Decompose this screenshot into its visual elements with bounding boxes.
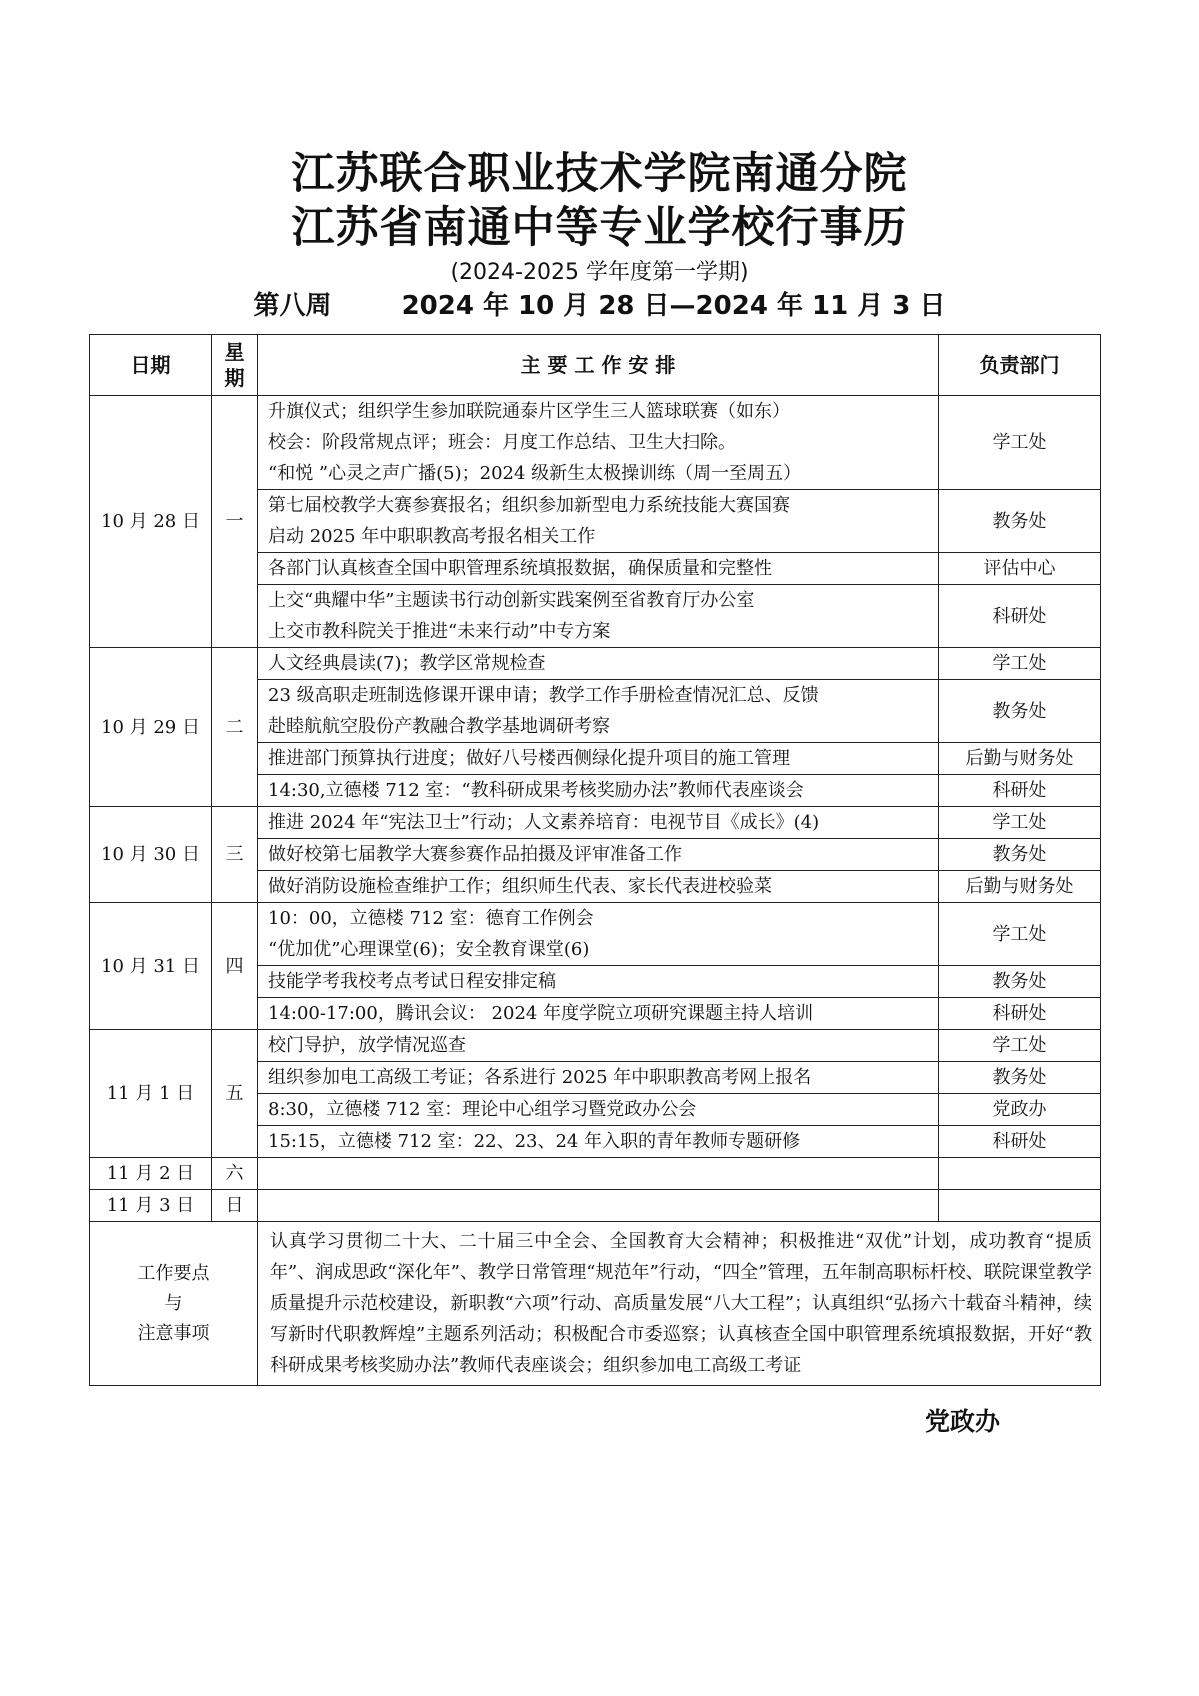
- dept-cell: 学工处: [939, 903, 1101, 966]
- dept-cell: 学工处: [939, 807, 1101, 839]
- dept-cell: 后勤与财务处: [939, 743, 1101, 775]
- header-weekday-text: 星期: [224, 340, 245, 390]
- task-line: 23 级高职走班制选修课开课申请；教学工作手册检查情况汇总、反馈: [268, 685, 819, 706]
- day-date: 11 月 3 日: [90, 1190, 212, 1222]
- task-cell: [258, 839, 939, 871]
- table-row: [90, 648, 1101, 680]
- task-cell: [258, 807, 939, 839]
- task-cell: [258, 1094, 939, 1126]
- task-line: “和悦 ”心灵之声广播(5)；2024 级新生太极操训练（周一至周五）: [268, 463, 802, 484]
- dept-cell: 党政办: [939, 1094, 1101, 1126]
- dept-cell: [939, 1190, 1101, 1222]
- task-line: 各部门认真核查全国中职管理系统填报数据，确保质量和完整性: [268, 558, 772, 579]
- task-cell: [258, 966, 939, 998]
- task-line: 赴睦航航空股份产教融合教学基地调研考察: [268, 716, 610, 737]
- day-date: 10 月 29 日: [90, 648, 212, 807]
- day-weekday: 二: [212, 648, 258, 807]
- task-cell: [258, 998, 939, 1030]
- table-header-row: [90, 335, 1101, 396]
- day-date: 10 月 28 日: [90, 396, 212, 648]
- dept-cell: 教务处: [939, 1062, 1101, 1094]
- task-line: 14:00-17:00，腾讯会议： 2024 年度学院立项研究课题主持人培训: [268, 1003, 814, 1024]
- dept-cell: 后勤与财务处: [939, 871, 1101, 903]
- dept-cell: [939, 1158, 1101, 1190]
- header-weekday: [212, 335, 258, 396]
- task-cell: [258, 1158, 939, 1190]
- dept-cell: 教务处: [939, 490, 1101, 553]
- notes-label: [90, 1222, 258, 1386]
- table-row: [90, 396, 1101, 490]
- task-line: [268, 1158, 932, 1189]
- task-cell: [258, 490, 939, 553]
- task-line: 推进 2024 年“宪法卫士”行动；人文素养培育：电视节目《成长》(4): [268, 812, 820, 833]
- task-line: 做好校第七届教学大赛参赛作品拍摄及评审准备工作: [268, 844, 682, 865]
- dept-cell: 科研处: [939, 775, 1101, 807]
- task-line: 校门导护，放学情况巡查: [268, 1035, 466, 1056]
- day-weekday: 日: [212, 1190, 258, 1222]
- task-line: 10：00，立德楼 712 室：德育工作例会: [268, 908, 594, 929]
- notes-label-line: 工作要点: [137, 1262, 210, 1284]
- day-date: 10 月 31 日: [90, 903, 212, 1030]
- page-title-calendar: 江苏省南通中等专业学校行事历: [291, 203, 908, 253]
- day-weekday: 三: [212, 807, 258, 903]
- task-line: 启动 2025 年中职职教高考报名相关工作: [268, 526, 596, 547]
- dept-cell: 评估中心: [939, 553, 1101, 585]
- task-line: 技能学考我校考点考试日程安排定稿: [268, 971, 556, 992]
- task-cell: [258, 680, 939, 743]
- task-cell: [258, 1062, 939, 1094]
- week-line: [0, 285, 1199, 322]
- dept-cell: 科研处: [939, 585, 1101, 648]
- semester-subtitle: (2024-2025 学年度第一学期): [450, 260, 749, 285]
- task-cell: [258, 585, 939, 648]
- notes-text: 认真学习贯彻二十大、二十届三中全会、全国教育大会精神；积极推进“双优”计划，成功教育“提质年”、润成思政“深化年”、教学日常管理“规范年”行动，“四全”管理，五年制高职标杆校、联院课堂教学质量提升示范校建设，新职教“六项”行动、高质量发展“八大工程”；认真组织“弘扬六十载奋斗精神，续写新时代职教辉煌”主题系列活动；积极配合市委巡察；认真核查全国中职管理系统填报数据，开好“教科研成果考核奖励办法”教师代表座谈会；组织参加电工高级工考证: [258, 1222, 1101, 1386]
- task-cell: [258, 553, 939, 585]
- task-line: 14:30,立德楼 712 室：“教科研成果考核奖励办法”教师代表座谈会: [268, 780, 804, 801]
- task-cell: [258, 775, 939, 807]
- schedule-body: [90, 396, 1101, 1386]
- day-date: 11 月 1 日: [90, 1030, 212, 1158]
- task-cell: [258, 648, 939, 680]
- task-line: 校会：阶段常规点评；班会：月度工作总结、卫生大扫除。: [268, 432, 736, 453]
- schedule-table: [89, 334, 1101, 1386]
- signature-office: 党政办: [925, 1407, 1001, 1436]
- dept-cell: 科研处: [939, 1126, 1101, 1158]
- task-cell: [258, 1030, 939, 1062]
- task-cell: [258, 1190, 939, 1222]
- task-line: 人文经典晨读(7)；教学区常规检查: [268, 653, 546, 674]
- notes-label-line: 与: [164, 1292, 183, 1314]
- task-line: 推进部门预算执行进度；做好八号楼西侧绿化提升项目的施工管理: [268, 748, 790, 769]
- day-date: 11 月 2 日: [90, 1158, 212, 1190]
- task-line: 第七届校教学大赛参赛报名；组织参加新型电力系统技能大赛国赛: [268, 495, 790, 516]
- week-range: 2024 年 10 月 28 日—2024 年 11 月 3 日: [401, 291, 946, 321]
- header-date: 日期: [90, 335, 212, 396]
- day-date: 10 月 30 日: [90, 807, 212, 903]
- notes-row: [90, 1222, 1101, 1386]
- day-weekday: 四: [212, 903, 258, 1030]
- task-line: 上交市教科院关于推进“未来行动”中专方案: [268, 621, 611, 642]
- task-line: 上交“典耀中华”主题读书行动创新实践案例至省教育厅办公室: [268, 590, 755, 611]
- table-row: [90, 1030, 1101, 1062]
- task-cell: [258, 871, 939, 903]
- dept-cell: 科研处: [939, 998, 1101, 1030]
- dept-cell: 学工处: [939, 396, 1101, 490]
- day-weekday: 六: [212, 1158, 258, 1190]
- dept-cell: 教务处: [939, 680, 1101, 743]
- table-row: [90, 1190, 1101, 1222]
- task-line: 做好消防设施检查维护工作；组织师生代表、家长代表进校验菜: [268, 876, 772, 897]
- task-line: 升旗仪式；组织学生参加联院通泰片区学生三人篮球联赛（如东）: [268, 401, 790, 422]
- task-cell: [258, 743, 939, 775]
- dept-cell: 教务处: [939, 966, 1101, 998]
- task-cell: [258, 1126, 939, 1158]
- task-line: [268, 1190, 932, 1221]
- dept-cell: 学工处: [939, 1030, 1101, 1062]
- notes-label-line: 注意事项: [137, 1322, 210, 1344]
- week-label: 第八周: [253, 291, 332, 321]
- table-row: [90, 807, 1101, 839]
- task-line: 8:30，立德楼 712 室：理论中心组学习暨党政办公会: [268, 1099, 697, 1120]
- table-row: [90, 1158, 1101, 1190]
- table-row: [90, 903, 1101, 966]
- task-line: 15:15，立德楼 712 室：22、23、24 年入职的青年教师专题研修: [268, 1131, 801, 1152]
- day-weekday: 五: [212, 1030, 258, 1158]
- dept-cell: 学工处: [939, 648, 1101, 680]
- task-cell: [258, 903, 939, 966]
- header-work: 主 要 工 作 安 排: [258, 335, 939, 396]
- day-weekday: 一: [212, 396, 258, 648]
- task-line: 组织参加电工高级工考证；各系进行 2025 年中职职教高考网上报名: [268, 1067, 812, 1088]
- task-cell: [258, 396, 939, 490]
- task-line: “优加优”心理课堂(6)；安全教育课堂(6): [268, 939, 590, 960]
- page-title-school: 江苏联合职业技术学院南通分院: [291, 149, 908, 199]
- header-dept: 负责部门: [939, 335, 1101, 396]
- dept-cell: 教务处: [939, 839, 1101, 871]
